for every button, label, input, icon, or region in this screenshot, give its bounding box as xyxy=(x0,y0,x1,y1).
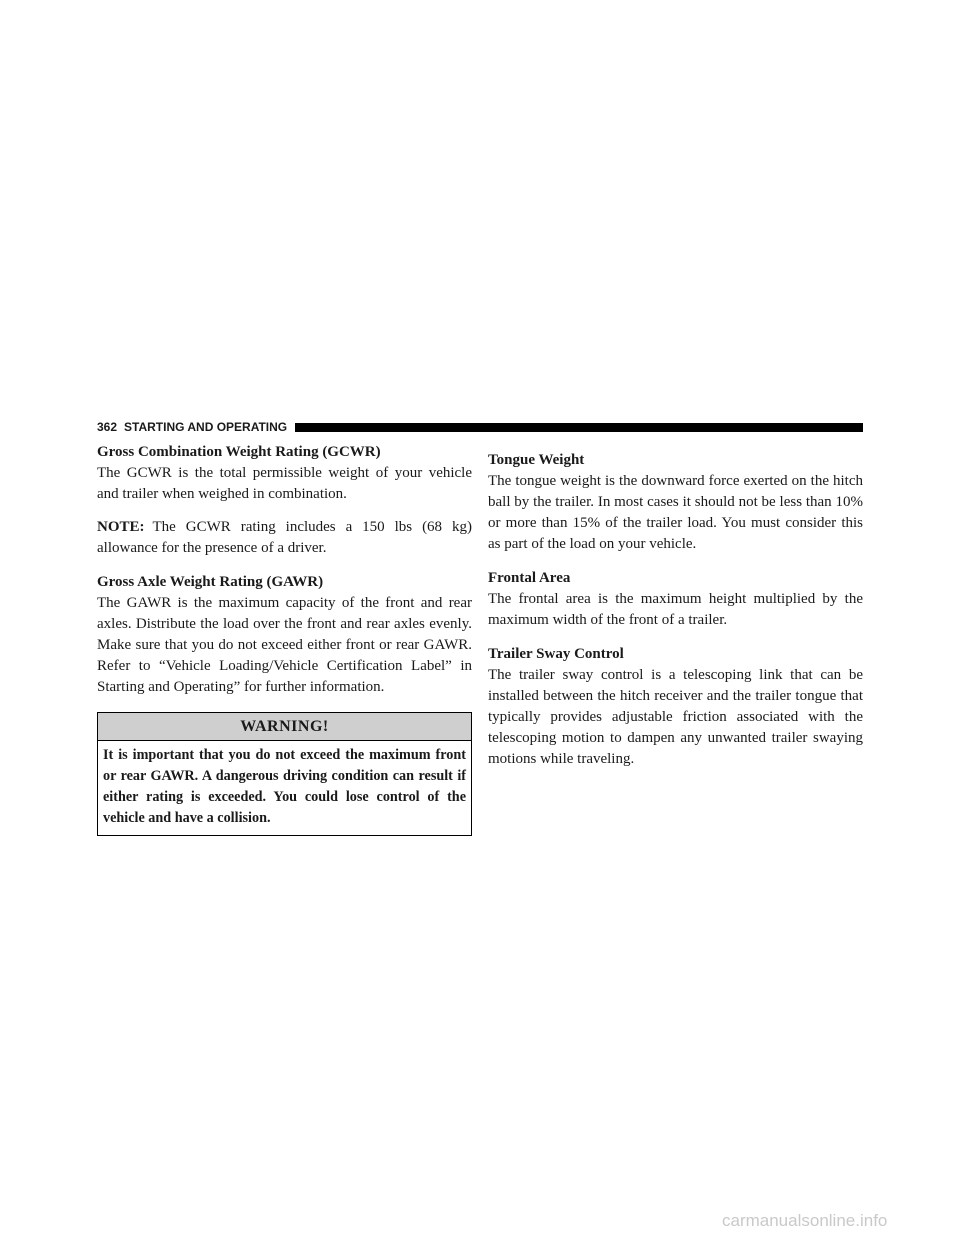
gawr-body: The GAWR is the maximum capacity of the front and rear axles. Distribute the load over the front and rear axles evenly. Make sure that you do not exceed either front or rear GAWR. Refer to “Vehicle Loading/Vehicle Certification Label” in Starting and Operating” for further information. xyxy=(97,595,472,695)
page-header xyxy=(97,419,863,435)
frontal-area-body: The frontal area is the maximum height multiplied by the maximum width of the front of a trailer. xyxy=(488,591,863,628)
warning-box xyxy=(97,712,472,836)
column-top-spacer xyxy=(488,441,863,449)
tongue-weight-body: The tongue weight is the downward force exerted on the hitch ball by the trailer. In most cases it should not be less than 10% or more than 15% of the trailer load. You must consider this as part of the load on your vehicle. xyxy=(488,473,863,552)
sway-control-heading: Trailer Sway Control xyxy=(488,646,624,662)
tongue-weight-heading: Tongue Weight xyxy=(488,452,585,468)
note-label: NOTE: xyxy=(97,519,145,535)
note-paragraph xyxy=(97,517,472,559)
page-number: 362 xyxy=(97,420,118,434)
warning-title: WARNING! xyxy=(98,713,471,741)
header-rule xyxy=(295,423,863,432)
right-column xyxy=(488,441,863,782)
gcwr-heading: Gross Combination Weight Rating (GCWR) xyxy=(97,444,381,460)
note-text: The GCWR rating includes a 150 lbs (68 kg) allowance for the presence of a driver. xyxy=(97,519,472,556)
frontal-area-heading: Frontal Area xyxy=(488,570,571,586)
section-title: STARTING AND OPERATING xyxy=(124,420,288,434)
gcwr-body: The GCWR is the total permissible weight of your vehicle and trailer when weighed in combination. xyxy=(97,465,472,502)
watermark: carmanualsonline.info xyxy=(722,1211,888,1230)
gawr-heading: Gross Axle Weight Rating (GAWR) xyxy=(97,574,324,590)
left-column xyxy=(97,441,472,836)
warning-text: It is important that you do not exceed the maximum front or rear GAWR. A dangerous driving condition can result if either rating is exceeded. You could lose control of the vehicle and have a collision. xyxy=(103,747,466,826)
sway-control-body: The trailer sway control is a telescoping link that can be installed between the hitch receiver and the trailer tongue that typically provides adjustable friction associated with the telescoping motion to dampen any unwanted trailer swaying motions while traveling. xyxy=(488,667,863,767)
